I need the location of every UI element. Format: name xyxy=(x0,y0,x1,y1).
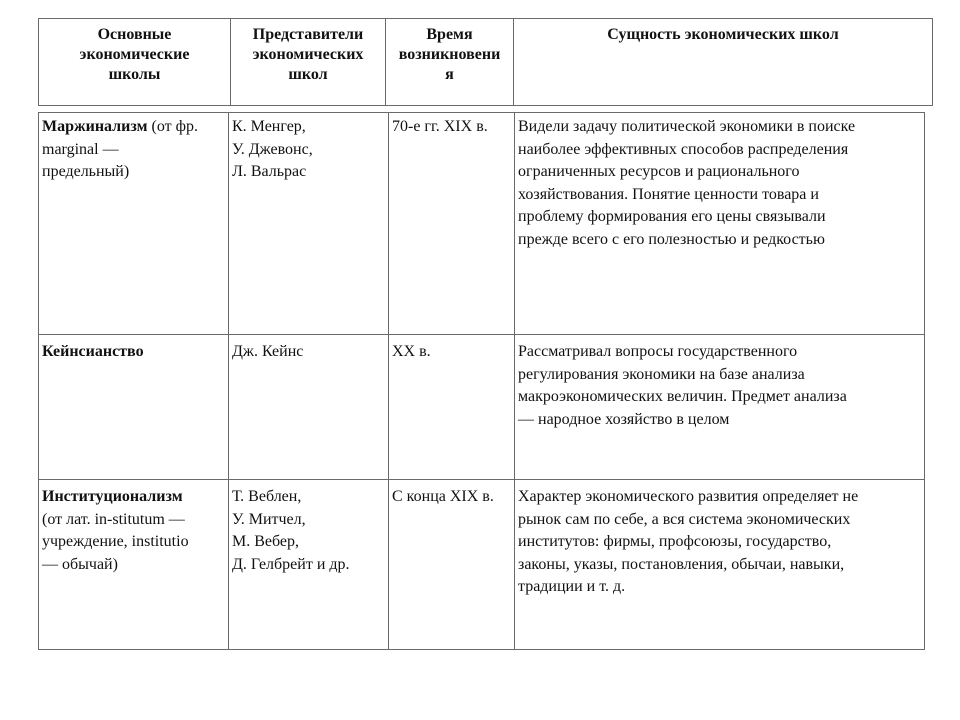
representatives-cell xyxy=(229,335,389,480)
header-text: школы xyxy=(108,66,161,83)
essence-line: институтов: фирмы, профсоюзы, государство, xyxy=(518,533,832,550)
essence-cell xyxy=(515,480,925,650)
essence-line: ограниченных ресурсов и рационального xyxy=(518,163,800,180)
school-note: marginal — xyxy=(42,140,119,158)
school-name: Кейнсианство xyxy=(42,343,144,360)
school-cell xyxy=(39,113,229,335)
representative: Дж. Кейнс xyxy=(232,343,304,360)
header-text: экономических xyxy=(252,46,364,63)
header-text: Представители xyxy=(252,26,364,43)
representative: К. Менгер, xyxy=(232,118,306,135)
essence-line: наиболее эффективных способов распределения xyxy=(518,140,849,158)
table-row xyxy=(39,480,925,650)
representatives-cell xyxy=(229,113,389,335)
representative: М. Вебер, xyxy=(232,533,300,550)
table-row xyxy=(39,335,925,480)
school-name: Институционализм xyxy=(42,488,183,505)
essence-line: законы, указы, постановления, обычаи, навыки, xyxy=(518,555,845,573)
table-row xyxy=(39,113,925,335)
school-name-line xyxy=(42,116,228,139)
time-cell xyxy=(389,335,515,480)
time-value: С конца XIX в. xyxy=(392,488,494,505)
essence-cell xyxy=(515,335,925,480)
time-cell xyxy=(389,480,515,650)
essence-line: — народное хозяйство в целом xyxy=(518,410,730,428)
header-text: школ xyxy=(288,66,328,83)
time-value: XX в. xyxy=(392,343,431,360)
header-col-essence xyxy=(514,19,933,106)
time-value: 70-е гг. XIX в. xyxy=(392,118,488,135)
representative: У. Митчел, xyxy=(232,510,306,528)
school-name-line xyxy=(42,486,228,509)
representative: Л. Вальрас xyxy=(232,163,307,180)
essence-line: традиции и т. д. xyxy=(518,578,626,595)
header-text: экономические xyxy=(79,46,190,63)
essence-line: Характер экономического развития определяет не xyxy=(518,488,859,505)
representative: У. Джевонс, xyxy=(232,140,313,158)
essence-cell xyxy=(515,113,925,335)
header-col-schools xyxy=(39,19,231,106)
header-text: я xyxy=(445,66,454,83)
schools-table xyxy=(38,112,925,650)
time-cell xyxy=(389,113,515,335)
essence-line: Видели задачу политической экономики в поиске xyxy=(518,118,856,135)
essence-line: макроэкономических величин. Предмет анализа xyxy=(518,388,847,405)
representatives-cell xyxy=(229,480,389,650)
essence-line: регулирования экономики на базе анализа xyxy=(518,365,805,383)
representative: Т. Веблен, xyxy=(232,488,302,505)
school-cell xyxy=(39,335,229,480)
school-note: (от лат. in-stitutum — xyxy=(42,510,185,528)
essence-line: рынок сам по себе, а вся система экономических xyxy=(518,510,851,528)
school-note: предельный) xyxy=(42,163,130,180)
school-cell xyxy=(39,480,229,650)
header-text: Сущность экономических школ xyxy=(607,26,839,43)
header-text: возникновени xyxy=(398,46,501,63)
essence-line: Рассматривал вопросы государственного xyxy=(518,343,798,360)
school-name-line xyxy=(42,341,228,364)
school-name: Маржинализм xyxy=(42,118,148,135)
essence-line: прежде всего с его полезностью и редкостью xyxy=(518,230,825,248)
school-note: (от фр. xyxy=(151,118,198,135)
header-text: Основные xyxy=(97,26,172,43)
header-text: Время xyxy=(426,26,473,43)
header-row xyxy=(39,19,933,106)
header-table xyxy=(38,18,933,106)
essence-line: хозяйствования. Понятие ценности товара и xyxy=(518,185,819,203)
essence-line: проблему формирования его цены связывали xyxy=(518,208,826,225)
representative: Д. Гелбрейт и др. xyxy=(232,555,350,573)
header-col-representatives xyxy=(231,19,386,106)
school-note: учреждение, institutio xyxy=(42,533,189,550)
school-note: — обычай) xyxy=(42,555,118,573)
header-col-time xyxy=(386,19,514,106)
